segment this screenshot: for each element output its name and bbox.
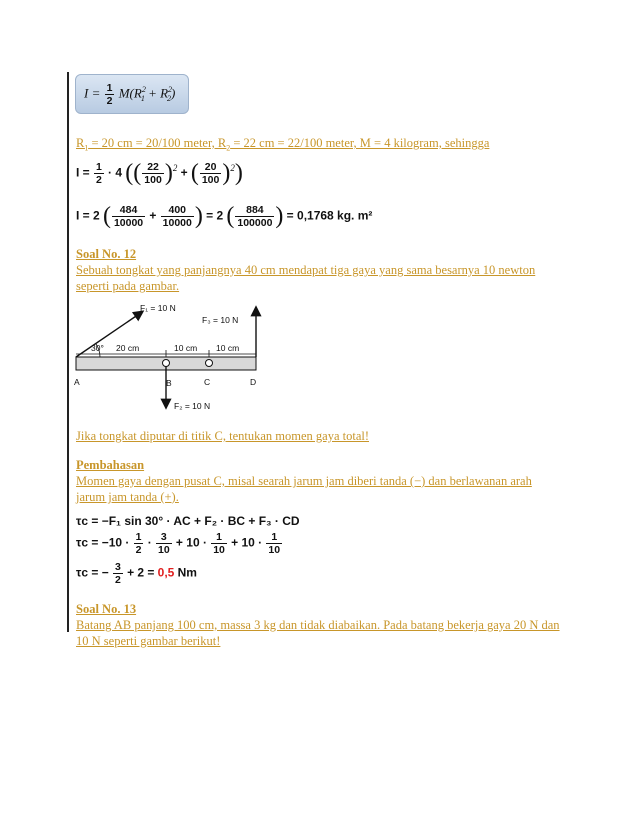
point-b-circle [163,360,170,367]
soal-13-line-1: Batang AB panjang 100 cm, massa 3 kg dan tidak diabaikan. Pada batang bekerja gaya 20 N dan [76,618,560,632]
point-b-label: B [166,378,172,388]
torque-equation-3: τc = − $\frac{3}{2}$ + 2 = 0,5 Nm [76,561,197,586]
force-diagram [70,300,270,415]
angle-label: 30° [91,343,104,353]
margin-rule-2 [67,242,69,632]
f3-label: F₃ = 10 N [202,315,239,325]
point-c-circle [206,360,213,367]
pembahasan-line-1: Momen gaya dengan pusat C, misal searah jarum jam diberi tanda (−) dan berlawanan arah [76,474,532,488]
soal-13-title: Soal No. 13 [76,602,137,616]
given-values-text: $R_1 = 20$ cm = 20/100 meter, $R_2 = 22$ cm = 22/100 meter, M = 4 kilogram, sehingga [76,136,490,153]
margin-rule-1 [67,72,69,242]
soal-12-title: Soal No. 12 [76,247,137,261]
point-c-label: C [204,377,211,387]
f2-label: F₂ = 10 N [174,401,211,411]
soal-12-line-2: seperti pada gambar. [76,279,180,293]
f1-label: F₁ = 10 N [140,303,176,313]
question-12: Jika tongkat diputar di titik C, tentukan momen gaya total! [76,429,369,443]
seg1-label: 20 cm [116,343,140,353]
point-d-label: D [250,377,257,387]
moment-of-inertia-formula-box [75,74,189,114]
pembahasan-title: Pembahasan [76,458,145,472]
soal-12-line-1: Sebuah tongkat yang panjangnya 40 cm mendapat tiga gaya yang sama besarnya 10 newton [76,263,536,277]
seg3-label: 10 cm [216,343,240,353]
torque-equation-2: τc = −10 · $\frac{1}{2}$ · $\frac{3}{10}$ + 10 · $\frac{1}{10}$ + 10 · $\frac{1}{10}$ [76,531,281,556]
pembahasan-line-2: jarum jam tanda (+). [76,490,179,504]
torque-result: 0,5 [157,565,175,580]
point-a-label: A [74,377,80,387]
seg2-label: 10 cm [174,343,198,353]
torque-equation-1: τc = −F₁ sin 30° · AC + F₂ · BC + F₃ · CD [76,514,300,528]
formula: I = $\frac{1}{2}$ $M(R^2_1 + R^2_2)$ [84,82,176,107]
inertia-equation-2: I = 2 ( $\frac{484}{10000}$ + $\frac{400}{10000}$ ) = 2 ( $\frac{884}{100000}$ ) = 0,1768 kg. m² [76,203,373,229]
inertia-equation-1: I = $\frac{1}{2}$ · 4 (( $\frac{22}{100}$ )$^2$ + ( $\frac{20}{100}$ )$^2$) [76,160,243,186]
soal-13-line-2: 10 N seperti gambar berikut! [76,634,221,648]
